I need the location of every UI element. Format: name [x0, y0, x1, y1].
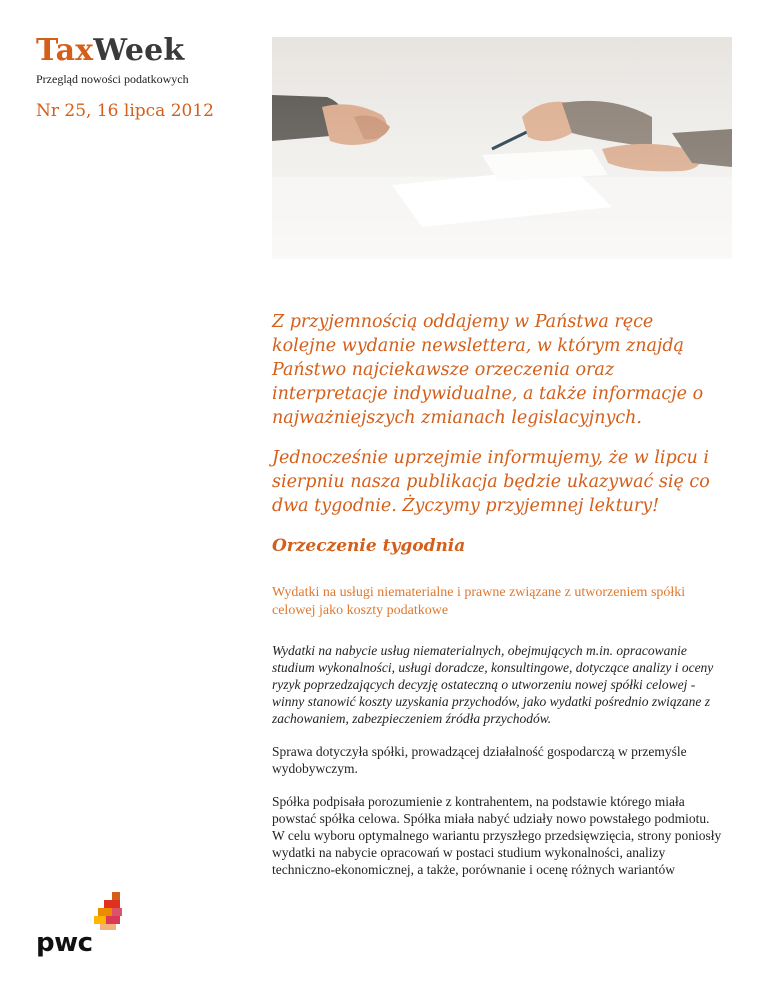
masthead [36, 34, 214, 121]
article-lead: Wydatki na nabycie usług niematerialnych, obejmujących m.in. opracowanie studium wykonalności, usługi doradcze, konsultingowe, dotyczące analizy i oceny ryzyk poprzedzających decyzję ostateczną o utworzeniu nowej spółki celowej - winny stanowić koszty uzyskania przychodów, jako wydatki pośrednio związane z zachowaniem, zabezpieczeniem źródła przychodów. [272, 643, 714, 726]
pwc-logo-mark [90, 892, 126, 932]
main-content [272, 310, 722, 894]
intro-paragraph-1: Z przyjemnością oddajemy w Państwa ręce kolejne wydanie newslettera, w którym znajdą Państwo najciekawsze orzeczenia oraz interpretacje indywidualne, a także informacje o najważniejszych zmianach legislacyjnych. [272, 312, 704, 428]
header-photo [272, 37, 732, 259]
article-paragraph-1: Sprawa dotyczyła spółki, prowadzącej działalność gospodarczą w przemyśle wydobywczym. [272, 744, 687, 776]
intro-paragraph-2: Jednocześnie uprzejmie informujemy, że w lipcu i sierpniu nasza publikacja będzie ukazywać się co dwa tygodnie. Życzymy przyjemnej lektury! [272, 448, 710, 516]
issue-number: Nr 25, 16 lipca 2012 [36, 101, 214, 121]
tagline: Przegląd nowości podatkowych [36, 72, 189, 86]
article-title: Wydatki na usługi niematerialne i prawne związane z utworzeniem spółki celowej jako koszty podatkowe [272, 585, 686, 618]
pwc-logo-word: pwc [36, 928, 93, 958]
pwc-logo [36, 892, 126, 962]
brand-title [36, 34, 214, 68]
section-title: Orzeczenie tygodnia [272, 536, 466, 556]
article-paragraph-2: Spółka podpisała porozumienie z kontrahentem, na podstawie którego miała powstać spółka celowa. Spółka miała nabyć udziały nowo powstałego podmiotu. W celu wyboru optymalnego wariantu przyszłego przedsięwzięcia, strony poniosły wydatki na nabycie opracowań w postaci studium wykonalności, analizy techniczno-ekonomicznej, a także, porównanie i ocenę różnych wariantów [272, 794, 722, 877]
brand-week: Week [93, 33, 185, 68]
brand-tax: Tax [36, 33, 94, 68]
